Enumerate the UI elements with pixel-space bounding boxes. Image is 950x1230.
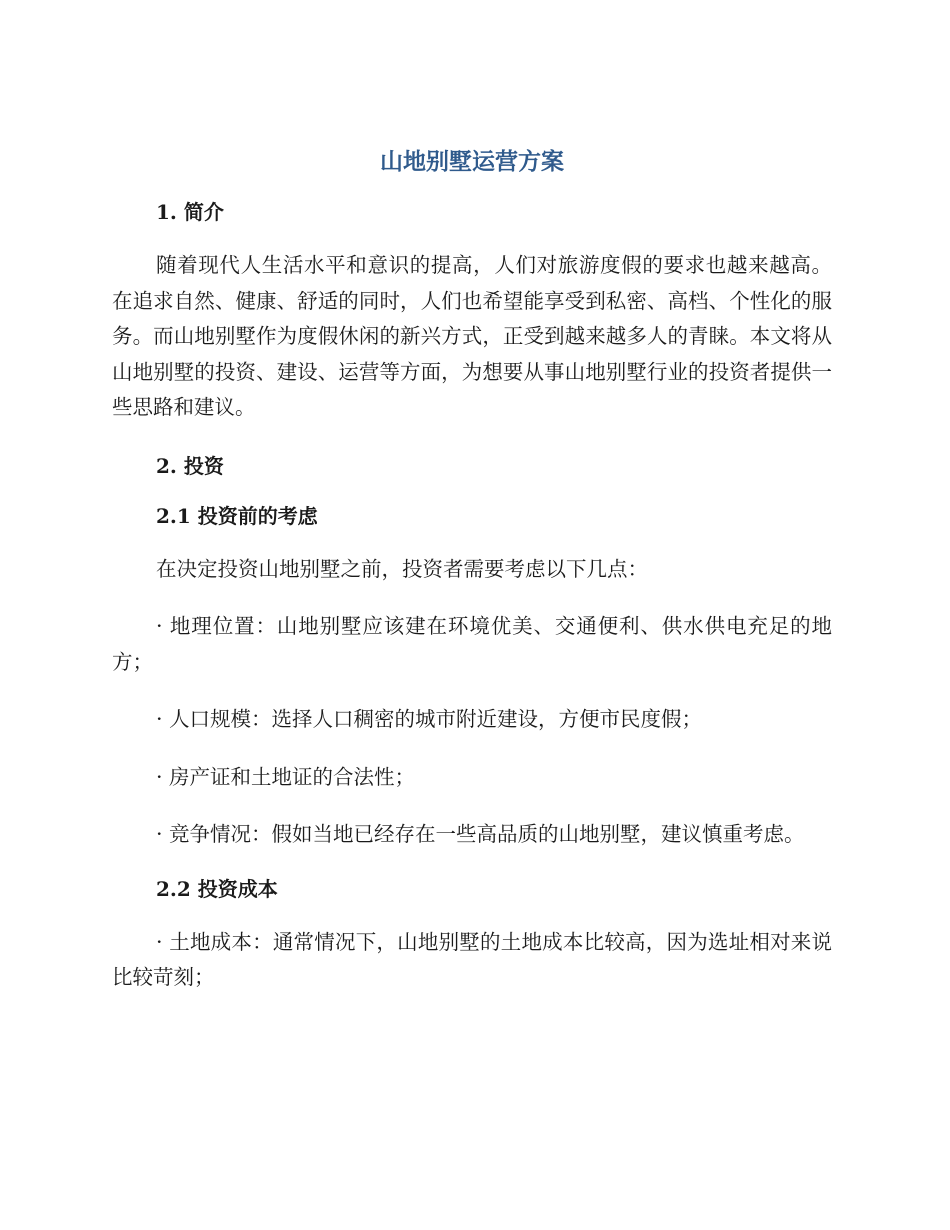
- list-item: · 竞争情况：假如当地已经存在一些高品质的山地别墅，建议慎重考虑。: [156, 822, 805, 846]
- section-heading-intro: 1. 简介: [156, 200, 224, 224]
- list-item: · 房产证和土地证的合法性；: [156, 764, 416, 789]
- subsection-heading-considerations: 2.1 投资前的考虑: [156, 503, 318, 528]
- considerations-intro: 在决定投资山地别墅之前，投资者需要考虑以下几点：: [156, 556, 648, 581]
- list-item: · 土地成本：通常情况下，山地别墅的土地成本比较高，因为选址相对来说比较苛刻；: [112, 929, 832, 989]
- document-title: 山地别墅运营方案: [380, 149, 564, 175]
- list-item: · 人口规模：选择人口稠密的城市附近建设，方便市民度假；: [156, 707, 703, 731]
- document-content: [112, 142, 832, 1018]
- subsection-heading-costs: 2.2 投资成本: [156, 876, 278, 901]
- list-item: · 地理位置：山地别墅应该建在环境优美、交通便利、供水供电充足的地方；: [112, 614, 832, 674]
- intro-paragraph: 随着现代人生活水平和意识的提高，人们对旅游度假的要求也越来越高。在追求自然、健康、舒适的同时，人们也希望能享受到私密、高档、个性化的服务。而山地别墅作为度假休闲的新兴方式，正受到越来越多人的青睐。本文将从山地别墅的投资、建设、运营等方面，为想要从事山地别墅行业的投资者提供一些思路和建议。: [112, 253, 832, 419]
- section-heading-investment: 2. 投资: [156, 453, 224, 478]
